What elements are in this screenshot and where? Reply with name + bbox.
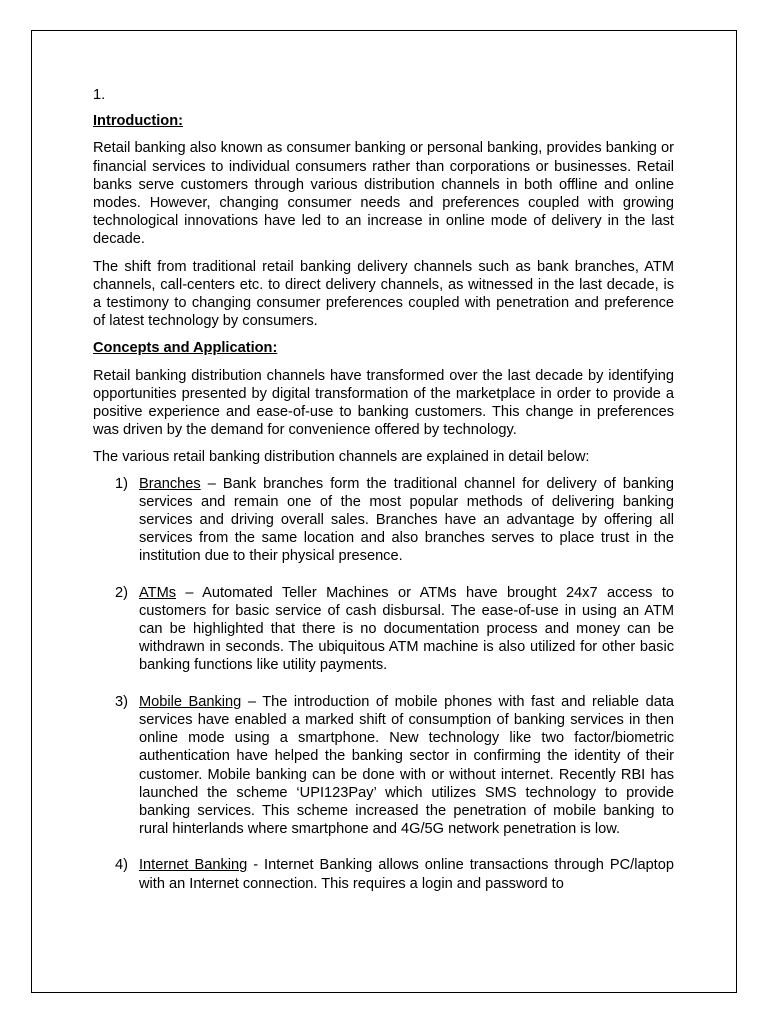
list-item-text: - Internet Banking allows online transactions through PC/laptop with an Internet connection. This requires a login and password to [139, 857, 674, 892]
document-body [93, 86, 674, 911]
section-number: 1. [93, 87, 106, 103]
list-item-text: – The introduction of mobile phones with fast and reliable data services have enabled a marked shift of consumption of banking services in then online mode using a smartphone. New technology like two factor/biometric authentication have helped the banking sector in confirming the identity of their customer. Mobile banking can be done with or without internet. Recently RBI has launched the scheme ‘UPI123Pay’ which utilizes SMS technology to provide banking services. This scheme increased the penetration of mobile banking to rural hinterlands where smartphone and 4G/5G network penetration is low. [139, 693, 674, 838]
list-item-term: Branches [139, 475, 201, 492]
introduction-heading: Introduction: [93, 113, 183, 130]
concepts-paragraph: Retail banking distribution channels have transformed over the last decade by identifying opportunities presented by digital transformation of the marketplace in order to provide a positive experience and ease-of-use to banking customers. This change in preferences was driven by the demand for convenience offered by technology. [93, 367, 674, 439]
list-item [93, 475, 674, 566]
list-item-number: 4) [115, 857, 128, 874]
list-item [93, 693, 674, 839]
list-item-number: 2) [115, 584, 128, 601]
list-item-term: ATMs [139, 584, 177, 601]
introduction-paragraph-1: Retail banking also known as consumer banking or personal banking, provides banking or financial services to individual consumers rather than corporations or businesses. Retail banks serve customers through various distribution channels in both offline and online modes. However, changing consumer needs and preferences coupled with growing technological innovations have led to an increase in online mode of delivery in the last decade. [93, 140, 674, 248]
list-intro: The various retail banking distribution channels are explained in detail below: [93, 449, 590, 466]
channels-list [93, 475, 674, 893]
concepts-heading: Concepts and Application: [93, 340, 278, 357]
list-item-text: – Bank branches form the traditional channel for delivery of banking services and remain one of the most popular methods of delivering banking services and driving overall sales. Branches have an advantage by offering all services from the same location and also branches serves to place trust in the institution due to their physical presence. [139, 475, 674, 565]
list-item-text: – Automated Teller Machines or ATMs have brought 24x7 access to customers for basic service of cash disbursal. The ease-of-use in using an ATM can be highlighted that there is no documentation process and money can be withdrawn in seconds. The ubiquitous ATM machine is also utilized for other basic banking functions like utility payments. [139, 584, 674, 674]
list-item-body [139, 693, 674, 839]
introduction-paragraph-2: The shift from traditional retail banking delivery channels such as bank branches, ATM channels, call-centers etc. to direct delivery channels, as witnessed in the last decade, is a testimony to changing consumer preferences coupled with penetration and preference of latest technology by consumers. [93, 258, 674, 330]
list-item-term: Internet Banking [139, 857, 248, 874]
list-item-number: 3) [115, 693, 128, 710]
list-item [93, 856, 674, 892]
list-item-term: Mobile Banking [139, 693, 242, 710]
list-item-number: 1) [115, 475, 128, 492]
list-item-body [139, 584, 674, 675]
list-item [93, 584, 674, 675]
list-item-body [139, 856, 674, 892]
list-item-body [139, 475, 674, 566]
